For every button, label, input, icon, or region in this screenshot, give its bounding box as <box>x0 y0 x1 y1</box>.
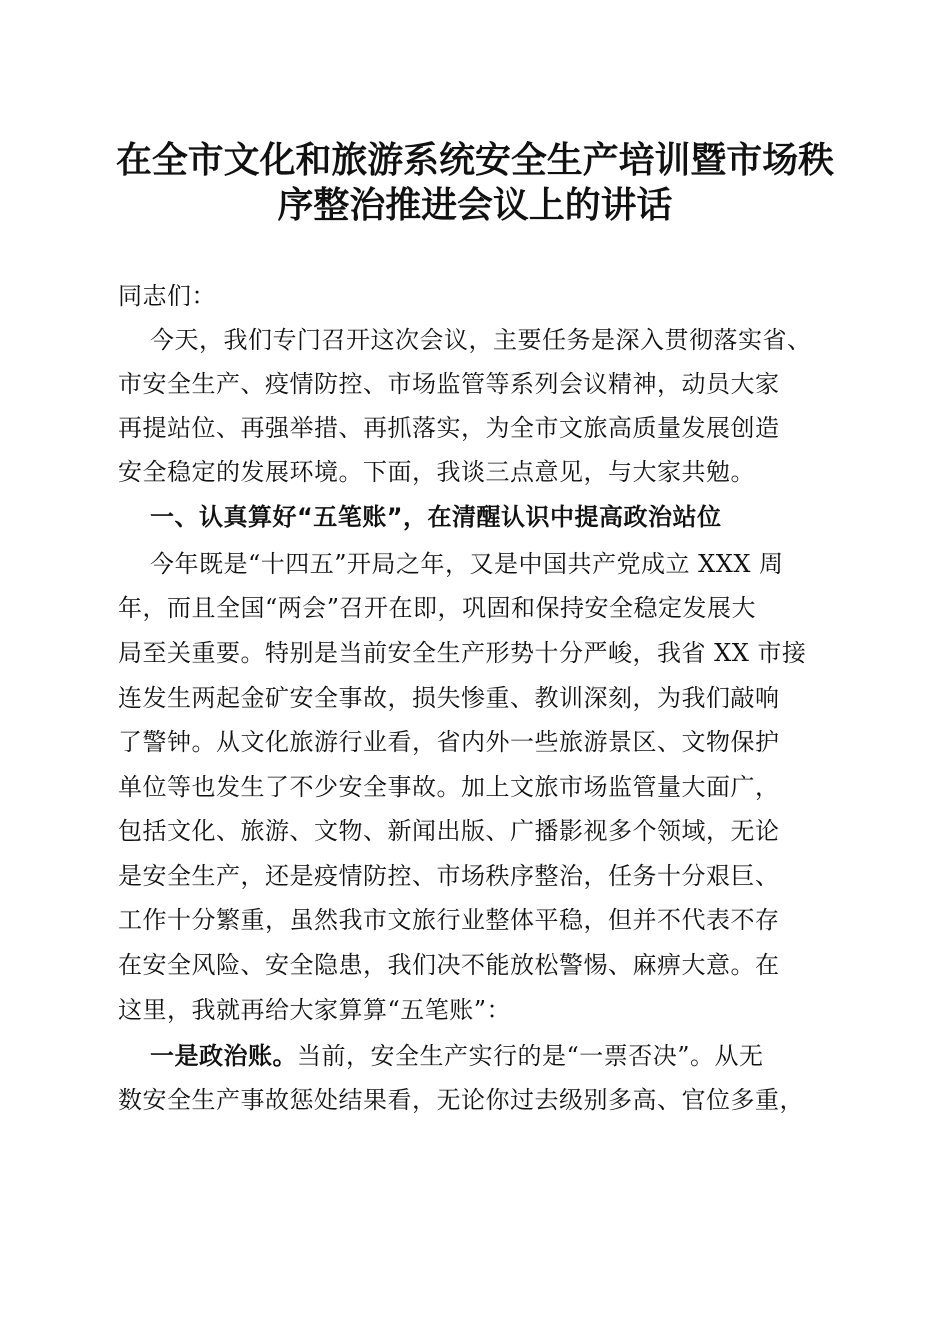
intro-line-2: 市安全生产、疫情防控、市场监管等系列会议精神，动员大家 <box>118 370 780 398</box>
document-title-line-1: 在全市文化和旅游系统安全生产培训暨市场秩 <box>115 139 835 181</box>
section-1-line-1: 今年既是“十四五”开局之年，又是中国共产党成立 XXX 周 <box>150 550 784 578</box>
point-1-line-1 <box>150 1040 764 1072</box>
section-1-line-7: 包括文化、旅游、文物、新闻出版、广播影视多个领域，无论 <box>118 817 780 845</box>
section-1-line-2: 年，而且全国“两会”召开在即，巩固和保持安全稳定发展大 <box>118 594 757 622</box>
document-title-line-2: 序整治推进会议上的讲话 <box>277 184 673 226</box>
intro-line-1: 今天，我们专门召开这次会议，主要任务是深入贯彻落实省、 <box>150 326 812 354</box>
section-1-line-6: 单位等也发生了不少安全事故。加上文旅市场监管量大面广， <box>118 773 780 801</box>
section-1-line-10: 在安全风险、安全隐患，我们决不能放松警惕、麻痹大意。在 <box>118 951 780 979</box>
section-1-heading: 一、认真算好“五笔账”，在清醒认识中提高政治站位 <box>150 503 722 531</box>
section-1-line-8: 是安全生产，还是疫情防控、市场秩序整治，任务十分艰巨、 <box>118 862 780 890</box>
section-1-line-11: 这里，我就再给大家算算“五笔账”： <box>118 996 512 1024</box>
section-1-line-3: 局至关重要。特别是当前安全生产形势十分严峻，我省 XX 市接 <box>118 639 807 667</box>
section-1-line-5: 了警钟。从文化旅游行业看，省内外一些旅游景区、文物保护 <box>118 728 780 756</box>
intro-line-3: 再提站位、再强举措、再抓落实，为全市文旅高质量发展创造 <box>118 414 780 442</box>
point-1-label: 一是政治账。 <box>150 1042 297 1070</box>
point-1-line-2: 数安全生产事故惩处结果看，无论你过去级别多高、官位多重， <box>118 1086 804 1114</box>
section-1-line-4: 连发生两起金矿安全事故，损失惨重、教训深刻，为我们敲响 <box>118 684 780 712</box>
intro-line-4: 安全稳定的发展环境。下面，我谈三点意见，与大家共勉。 <box>118 458 755 486</box>
point-1-text: 当前，安全生产实行的是“一票否决”。从无 <box>297 1042 764 1070</box>
section-1-line-9: 工作十分繁重，虽然我市文旅行业整体平稳，但并不代表不存 <box>118 906 780 934</box>
salutation: 同志们： <box>118 282 216 310</box>
